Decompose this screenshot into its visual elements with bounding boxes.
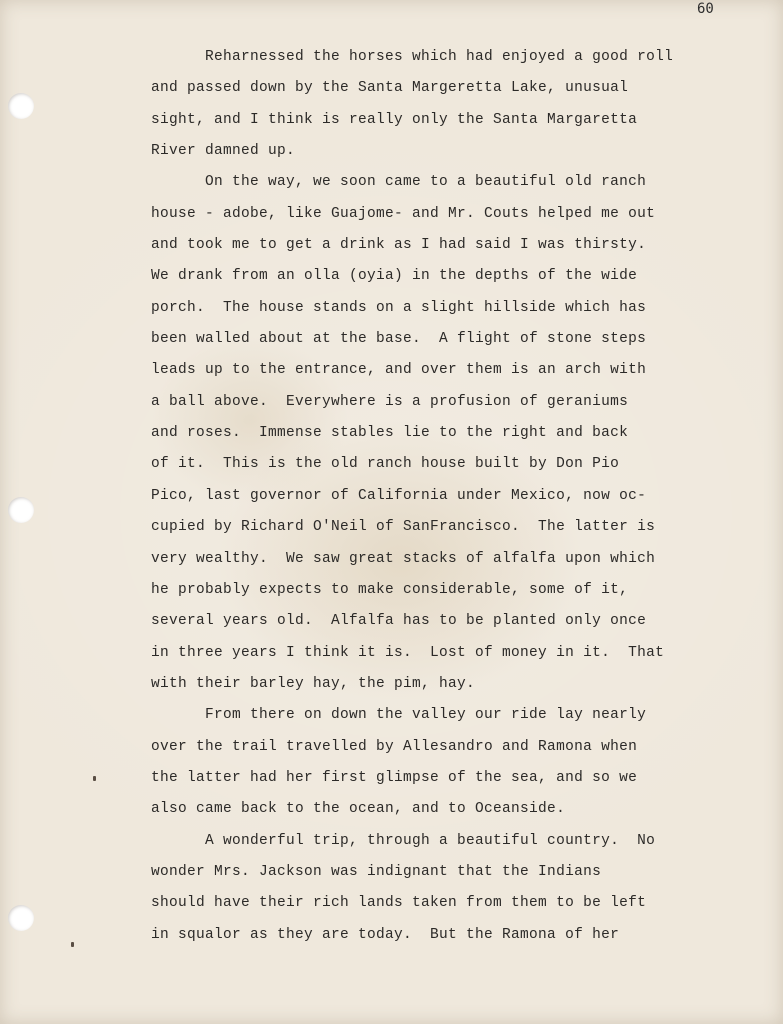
text-line: the latter had her first glimpse of the sea, and so we bbox=[151, 769, 638, 786]
ink-mark bbox=[71, 942, 74, 947]
text-line: and passed down by the Santa Margeretta Lake, unusual bbox=[151, 80, 629, 97]
text-line: A wonderful trip, through a beautiful country. No bbox=[151, 832, 656, 849]
punch-hole bbox=[8, 93, 34, 119]
text-line: Pico, last governor of California under Mexico, now oc- bbox=[151, 487, 647, 504]
page-number: 60 bbox=[697, 1, 714, 17]
text-line: wonder Mrs. Jackson was indignant that the Indians bbox=[151, 863, 602, 880]
text-line: with their barley hay, the pim, hay. bbox=[151, 675, 476, 692]
typed-body-text bbox=[151, 42, 751, 951]
text-line: sight, and I think is really only the Santa Margaretta bbox=[151, 111, 638, 128]
text-line: From there on down the valley our ride lay nearly bbox=[151, 707, 647, 724]
text-line: Reharnessed the horses which had enjoyed a good roll bbox=[151, 49, 674, 65]
text-line: and took me to get a drink as I had said I was thirsty. bbox=[151, 237, 647, 254]
text-line: he probably expects to make considerable, some of it, bbox=[151, 581, 629, 598]
text-line: in squalor as they are today. But the Ramona of her bbox=[151, 926, 620, 943]
text-line: a ball above. Everywhere is a profusion of geraniums bbox=[151, 393, 629, 410]
text-line: River damned up. bbox=[151, 143, 296, 160]
text-line: been walled about at the base. A flight of stone steps bbox=[151, 331, 647, 348]
text-line: On the way, we soon came to a beautiful old ranch bbox=[151, 174, 647, 191]
text-line: We drank from an olla (oyia) in the depths of the wide bbox=[151, 268, 638, 285]
text-line: house - adobe, like Guajome- and Mr. Couts helped me out bbox=[151, 205, 656, 222]
text-line: should have their rich lands taken from them to be left bbox=[151, 895, 647, 912]
text-line: cupied by Richard O'Neil of SanFrancisco. The latter is bbox=[151, 519, 656, 536]
punch-hole bbox=[8, 905, 34, 931]
punch-hole bbox=[8, 497, 34, 523]
text-line: over the trail travelled by Allesandro and Ramona when bbox=[151, 738, 638, 755]
text-line: in three years I think it is. Lost of money in it. That bbox=[151, 644, 665, 661]
ink-mark bbox=[93, 776, 96, 781]
text-line: and roses. Immense stables lie to the right and back bbox=[151, 425, 629, 442]
text-line: several years old. Alfalfa has to be planted only once bbox=[151, 613, 647, 630]
text-line: leads up to the entrance, and over them is an arch with bbox=[151, 362, 647, 379]
text-line: of it. This is the old ranch house built by Don Pio bbox=[151, 456, 620, 473]
text-line: also came back to the ocean, and to Oceanside. bbox=[151, 801, 566, 818]
text-line: porch. The house stands on a slight hillside which has bbox=[151, 299, 647, 316]
text-line: very wealthy. We saw great stacks of alfalfa upon which bbox=[151, 550, 656, 567]
